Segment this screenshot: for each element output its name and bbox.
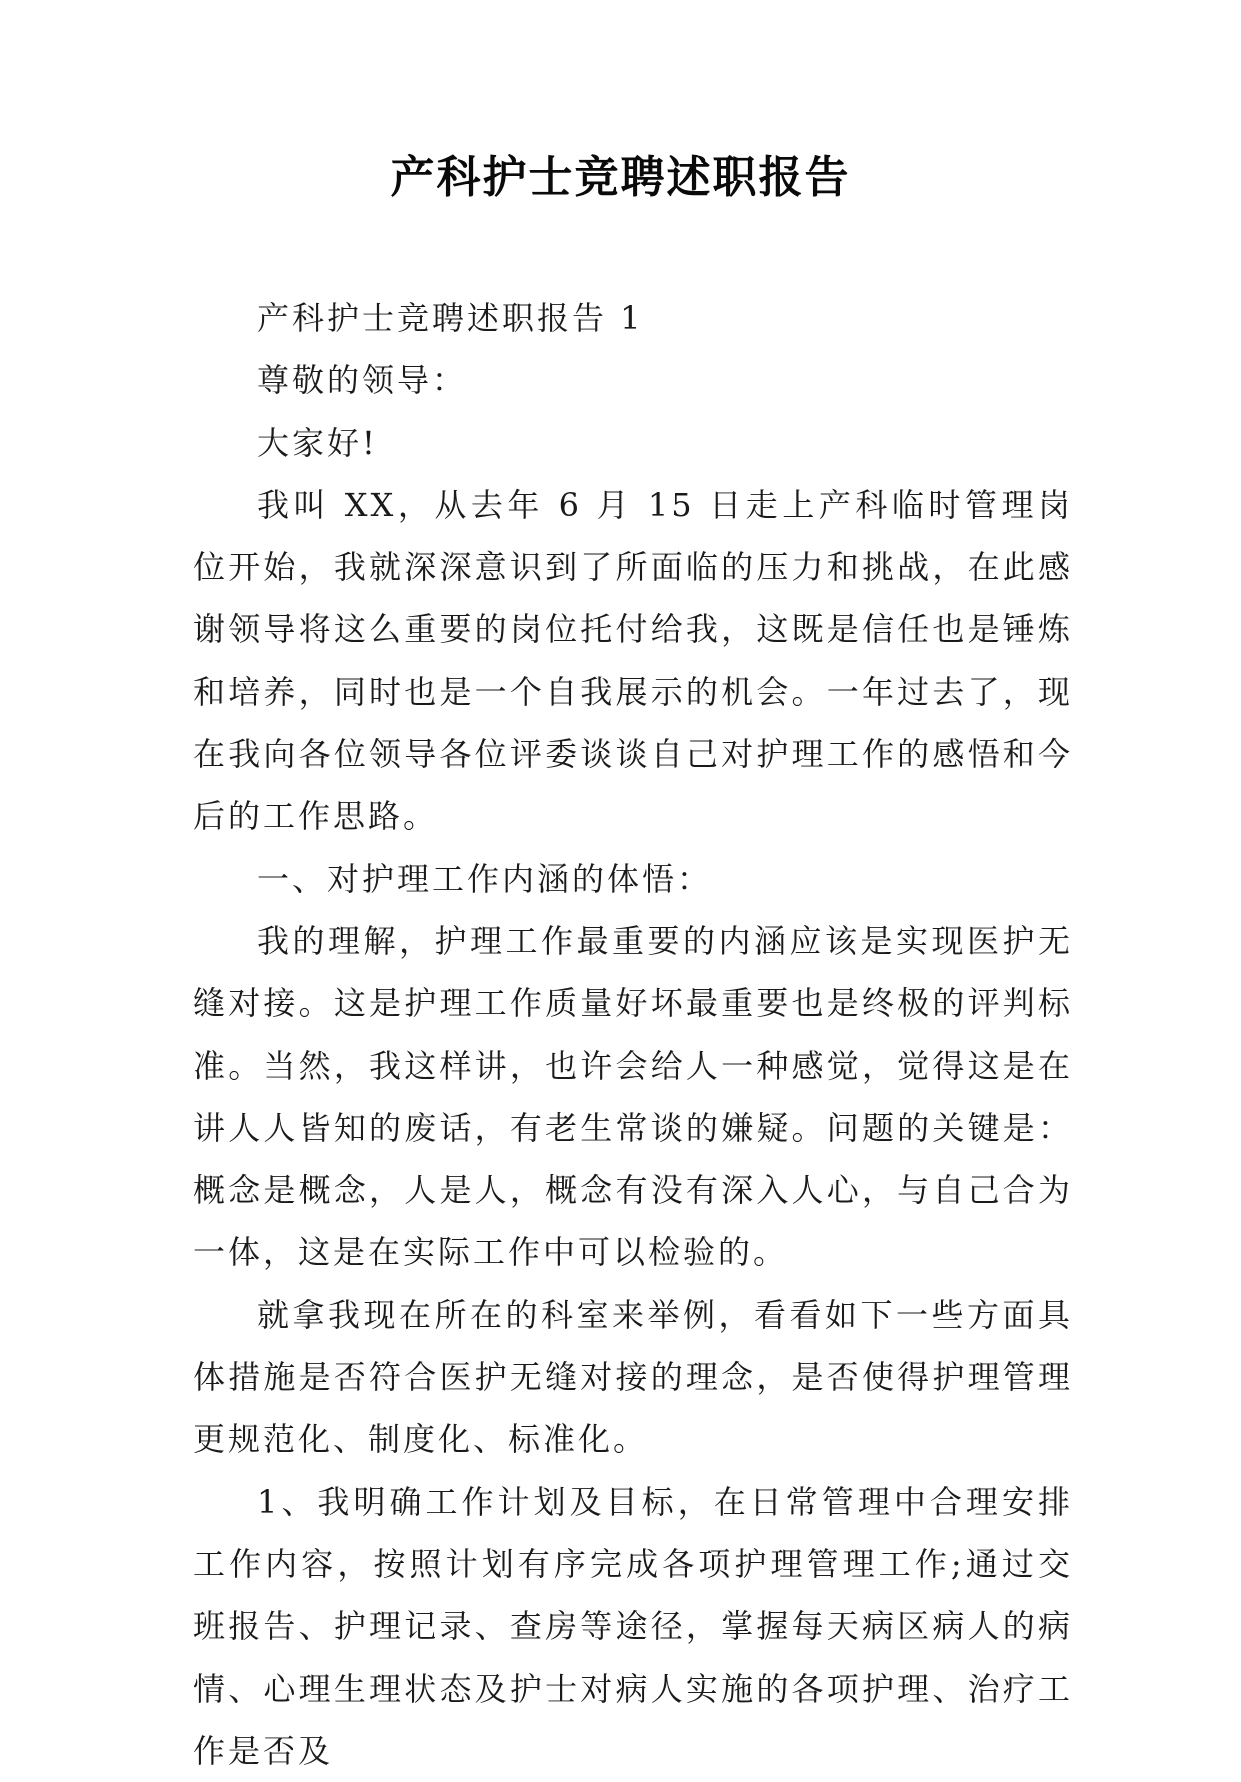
document-title: 产科护士竞聘述职报告: [390, 152, 851, 203]
section-heading-1: 一、对护理工作内涵的体悟：: [257, 859, 713, 898]
paragraph-understanding: 我的理解，护理工作最重要的内涵应该是实现医护无缝对接。这是护理工作质量好坏最重要也是终极的评判标准。当然，我这样讲，也许会给人一种感觉，觉得这是在讲人人皆知的废话，有老生常谈的嫌疑。问题的关键是：概念是概念，人是人，概念有没有深入人心，与自己合为一体，这是在实际工作中可以检验的。: [193, 921, 1073, 1272]
paragraph-subtitle: 产科护士竞聘述职报告 1: [257, 299, 644, 337]
paragraph-greeting: 大家好!: [257, 423, 378, 462]
document-body: [193, 287, 1073, 1782]
paragraph-salutation: 尊敬的领导：: [257, 361, 468, 400]
paragraph-example: 就拿我现在所在的科室来举例，看看如下一些方面具体措施是否符合医护无缝对接的理念，是否使得护理管理更规范化、制度化、标准化。: [193, 1295, 1073, 1459]
paragraph-introduction: 我叫 XX，从去年 6 月 15 日走上产科临时管理岗位开始，我就深深意识到了所面临的压力和挑战，在此感谢领导将这么重要的岗位托付给我，这既是信任也是锤炼和培养，同时也是一个自我展示的机会。一年过去了，现在我向各位领导各位评委谈谈自己对护理工作的感悟和今后的工作思路。: [193, 485, 1073, 836]
paragraph-item-1: 1、我明确工作计划及目标，在日常管理中合理安排工作内容，按照计划有序完成各项护理管理工作;通过交班报告、护理记录、查房等途径，掌握每天病区病人的病情、心理生理状态及护士对病人实施的各项护理、治疗工作是否及: [193, 1482, 1073, 1770]
